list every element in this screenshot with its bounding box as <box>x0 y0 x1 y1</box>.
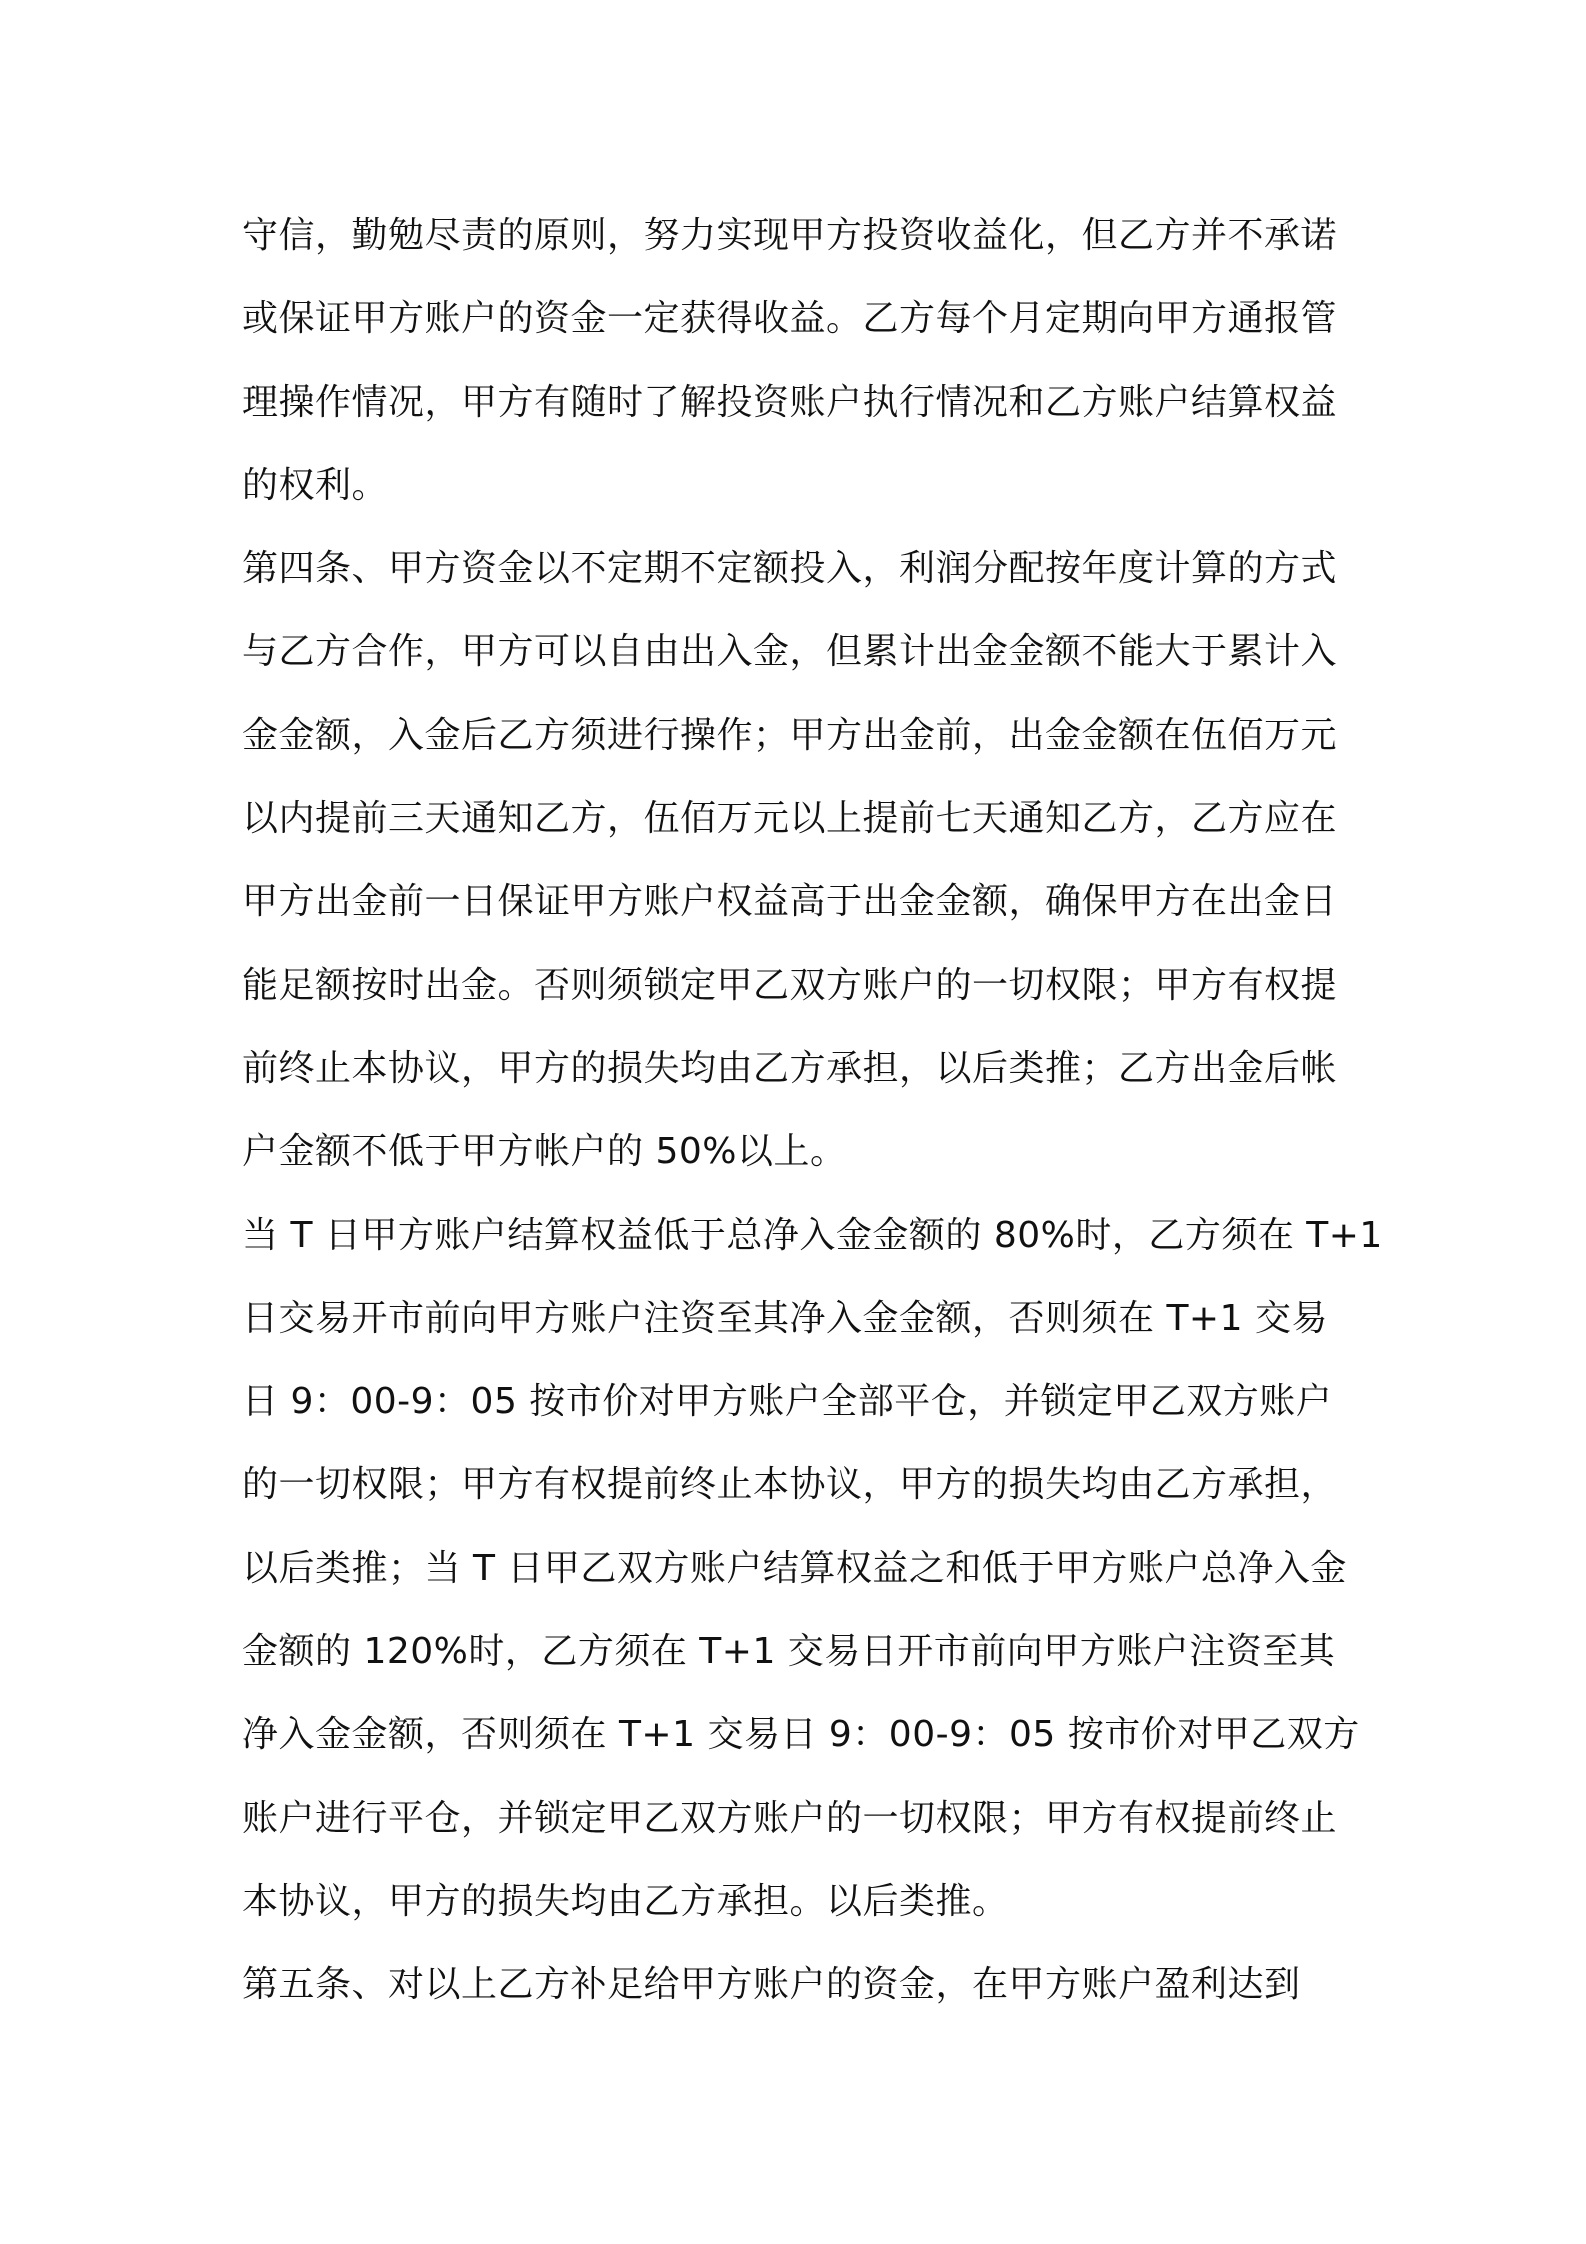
document-body <box>242 194 1383 2027</box>
text-line: 户金额不低于甲方帐户的 50%以上。 <box>242 1131 847 1173</box>
text-line: 本协议，甲方的损失均由乙方承担。以后类推。 <box>242 1880 1009 1922</box>
text-line: 守信，勤勉尽责的原则，努力实现甲方投资收益化，但乙方并不承诺 <box>242 215 1338 256</box>
text-line: 前终止本协议，甲方的损失均由乙方承担，以后类推；乙方出金后帐 <box>242 1047 1338 1089</box>
text-line: 净入金金额，否则须在 T+1 交易日 9：00-9：05 按市价对甲乙双方 <box>242 1714 1360 1756</box>
text-line: 与乙方合作，甲方可以自由出入金，但累计出金金额不能大于累计入 <box>242 631 1338 673</box>
text-line: 第五条、对以上乙方补足给甲方账户的资金，在甲方账户盈利达到 <box>242 1964 1301 2006</box>
text-line: 或保证甲方账户的资金一定获得收益。乙方每个月定期向甲方通报管 <box>242 298 1338 340</box>
text-line: 的权利。 <box>242 464 389 506</box>
text-line: 账户进行平仓，并锁定甲乙双方账户的一切权限；甲方有权提前终止 <box>242 1797 1338 1839</box>
text-line: 日 9：00-9：05 按市价对甲方账户全部平仓，并锁定甲乙双方账户 <box>242 1381 1333 1423</box>
text-line: 第四条、甲方资金以不定期不定额投入，利润分配按年度计算的方式 <box>242 548 1338 590</box>
text-line: 甲方出金前一日保证甲方账户权益高于出金金额，确保甲方在出金日 <box>242 881 1338 923</box>
text-line: 当 T 日甲方账户结算权益低于总净入金金额的 80%时，乙方须在 T+1 <box>242 1214 1383 1256</box>
text-line: 日交易开市前向甲方账户注资至其净入金金额，否则须在 T+1 交易 <box>242 1297 1328 1339</box>
text-line: 以内提前三天通知乙方，伍佰万元以上提前七天通知乙方，乙方应在 <box>242 798 1338 840</box>
text-line: 的一切权限；甲方有权提前终止本协议，甲方的损失均由乙方承担， <box>242 1464 1338 1506</box>
text-line: 能足额按时出金。否则须锁定甲乙双方账户的一切权限；甲方有权提 <box>242 964 1338 1006</box>
text-line: 理操作情况，甲方有随时了解投资账户执行情况和乙方账户结算权益 <box>242 381 1338 423</box>
text-line: 以后类推；当 T 日甲乙双方账户结算权益之和低于甲方账户总净入金 <box>242 1547 1347 1589</box>
text-line: 金额的 120%时，乙方须在 T+1 交易日开市前向甲方账户注资至其 <box>242 1631 1336 1673</box>
text-line: 金金额，入金后乙方须进行操作；甲方出金前，出金金额在伍佰万元 <box>242 714 1338 756</box>
